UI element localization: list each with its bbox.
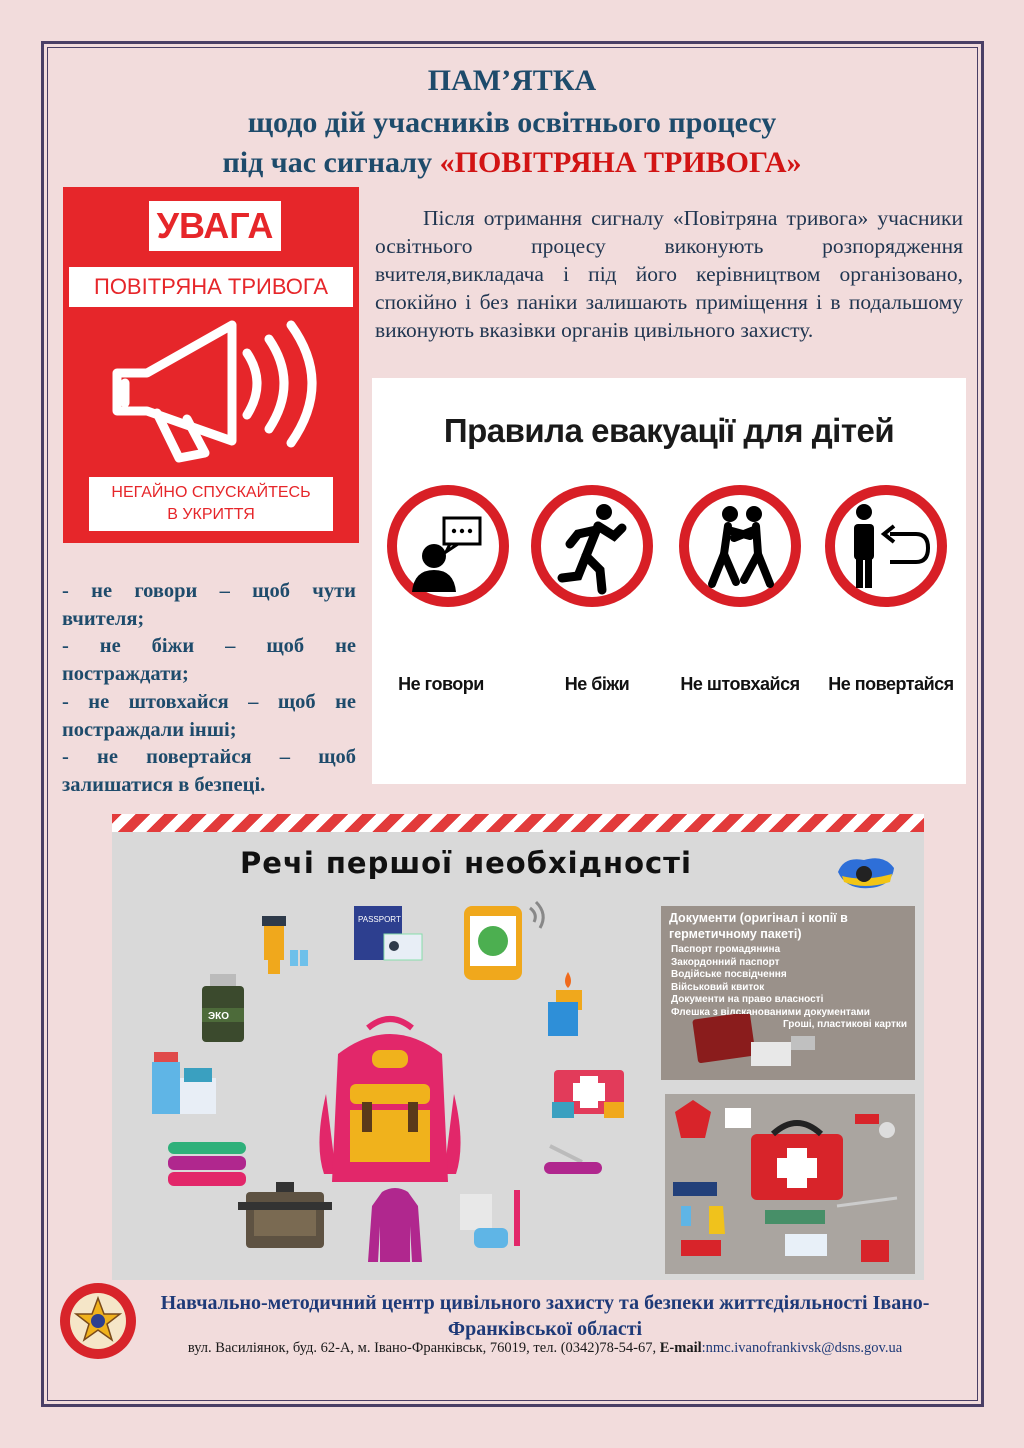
cooking-pot-icon [238, 1180, 332, 1252]
signal-name: «ПОВІТРЯНА ТРИВОГА» [439, 146, 802, 179]
bottle-icon [198, 974, 248, 1044]
email-link[interactable]: :nmc.ivanofrankivsk@dsns.gov.ua [701, 1340, 903, 1356]
list-item: - не повертайся – щоб залишатися в безпеці. [62, 746, 356, 796]
list-item: Водійське посвідчення [671, 969, 787, 980]
organization-address [140, 1340, 950, 1357]
rules-title: Правила евакуації для дітей [443, 412, 895, 449]
megaphone-icon [87, 313, 337, 473]
signal-prefix: під час сигналу [222, 146, 440, 179]
passport-label: PASSPORT [358, 915, 401, 924]
eko-label: ЭКО [208, 1011, 229, 1022]
documents-heading: Документи (оригінал і копії в герметичному пакеті) [669, 911, 848, 941]
pushing-people-icon [678, 484, 802, 608]
intro-paragraph: Після отримання сигналу «Повітряна тривога» учасники освітнього процесу виконують розпорядження вчителя,викладача і під його керівництвом організовано, спокійно і без паніки залишають приміщення і в подальшому виконують вказівки органів цивільного захисту. [375, 206, 963, 342]
poster-alert-label: ПОВІТРЯНА ТРИВОГА [69, 267, 353, 307]
poster-instruction [89, 477, 333, 531]
flashlight-icon [258, 914, 312, 976]
page-subtitle-signal [60, 146, 964, 180]
pocket-knife-icon [540, 1132, 610, 1182]
rules-list [62, 578, 356, 800]
poster-instruction-line1: НЕГАЙНО СПУСКАЙТЕСЬ [111, 484, 311, 501]
medical-kit-icon [665, 1094, 915, 1274]
organization-name: Навчально-методичний центр цивільного захисту та безпеки життєдіяльності Івано-Франківської області [160, 1292, 930, 1340]
first-aid-kit-icon [550, 1062, 628, 1122]
page-title: ПАМ’ЯТКА [427, 64, 597, 97]
list-item: - не біжи – щоб не постраждати; [62, 635, 356, 686]
list-item: Документи на право власності [671, 994, 824, 1005]
passport-documents-icon [691, 1014, 831, 1074]
supplies-title: Речі першої необхідності [240, 846, 692, 880]
list-item: Паспорт громадянина [671, 944, 781, 955]
list-item: Флешка з відсканованими документами [671, 1006, 870, 1018]
warning-stripe [112, 814, 924, 832]
running-person-icon [530, 484, 654, 608]
documents-box [661, 906, 915, 1080]
list-item: Закордонний паспорт [671, 956, 780, 968]
evacuation-rules-panel [372, 378, 966, 784]
logo-icon [834, 852, 898, 892]
hoodie-icon [366, 1186, 424, 1264]
hygiene-items-icon [458, 1186, 538, 1252]
organization-emblem-icon [58, 1276, 138, 1366]
turn-back-icon [824, 484, 948, 608]
sign-label-no-talking: Не говори [398, 674, 484, 694]
phone-icon [462, 892, 558, 980]
list-item: Гроші, пластикові картки [782, 1019, 907, 1030]
list-item: Військовий квиток [671, 981, 765, 993]
page-subtitle: щодо дій учасників освітнього процесу [247, 106, 777, 139]
medical-kit-image [665, 1094, 915, 1274]
list-item: - не штовхайся – щоб не постраждали інші; [62, 690, 356, 741]
sign-label-no-running: Не біжи [564, 674, 630, 694]
air-raid-alert-poster [63, 187, 359, 543]
sign-label-no-pushing: Не штовхайся [680, 674, 800, 694]
poster-instruction-line2: В УКРИТТЯ [167, 506, 255, 523]
lighter-icon [544, 970, 592, 1040]
backpack-icon [308, 1014, 472, 1192]
list-item: - не говори – щоб чути вчителя; [62, 580, 356, 630]
passport-icon [354, 904, 424, 966]
medicine-icon [150, 1048, 220, 1118]
essential-supplies-panel [112, 814, 924, 1280]
address-text: вул. Василіянок, буд. 62-А, м. Івано-Франківськ, 76019, тел. (0342)78-54-67, [187, 1340, 660, 1356]
email-label: E-mail [659, 1340, 702, 1356]
poster-attention-label: УВАГА [149, 201, 281, 251]
sign-label-no-turning: Не повертайся [828, 674, 954, 694]
speaking-person-icon [386, 484, 510, 608]
